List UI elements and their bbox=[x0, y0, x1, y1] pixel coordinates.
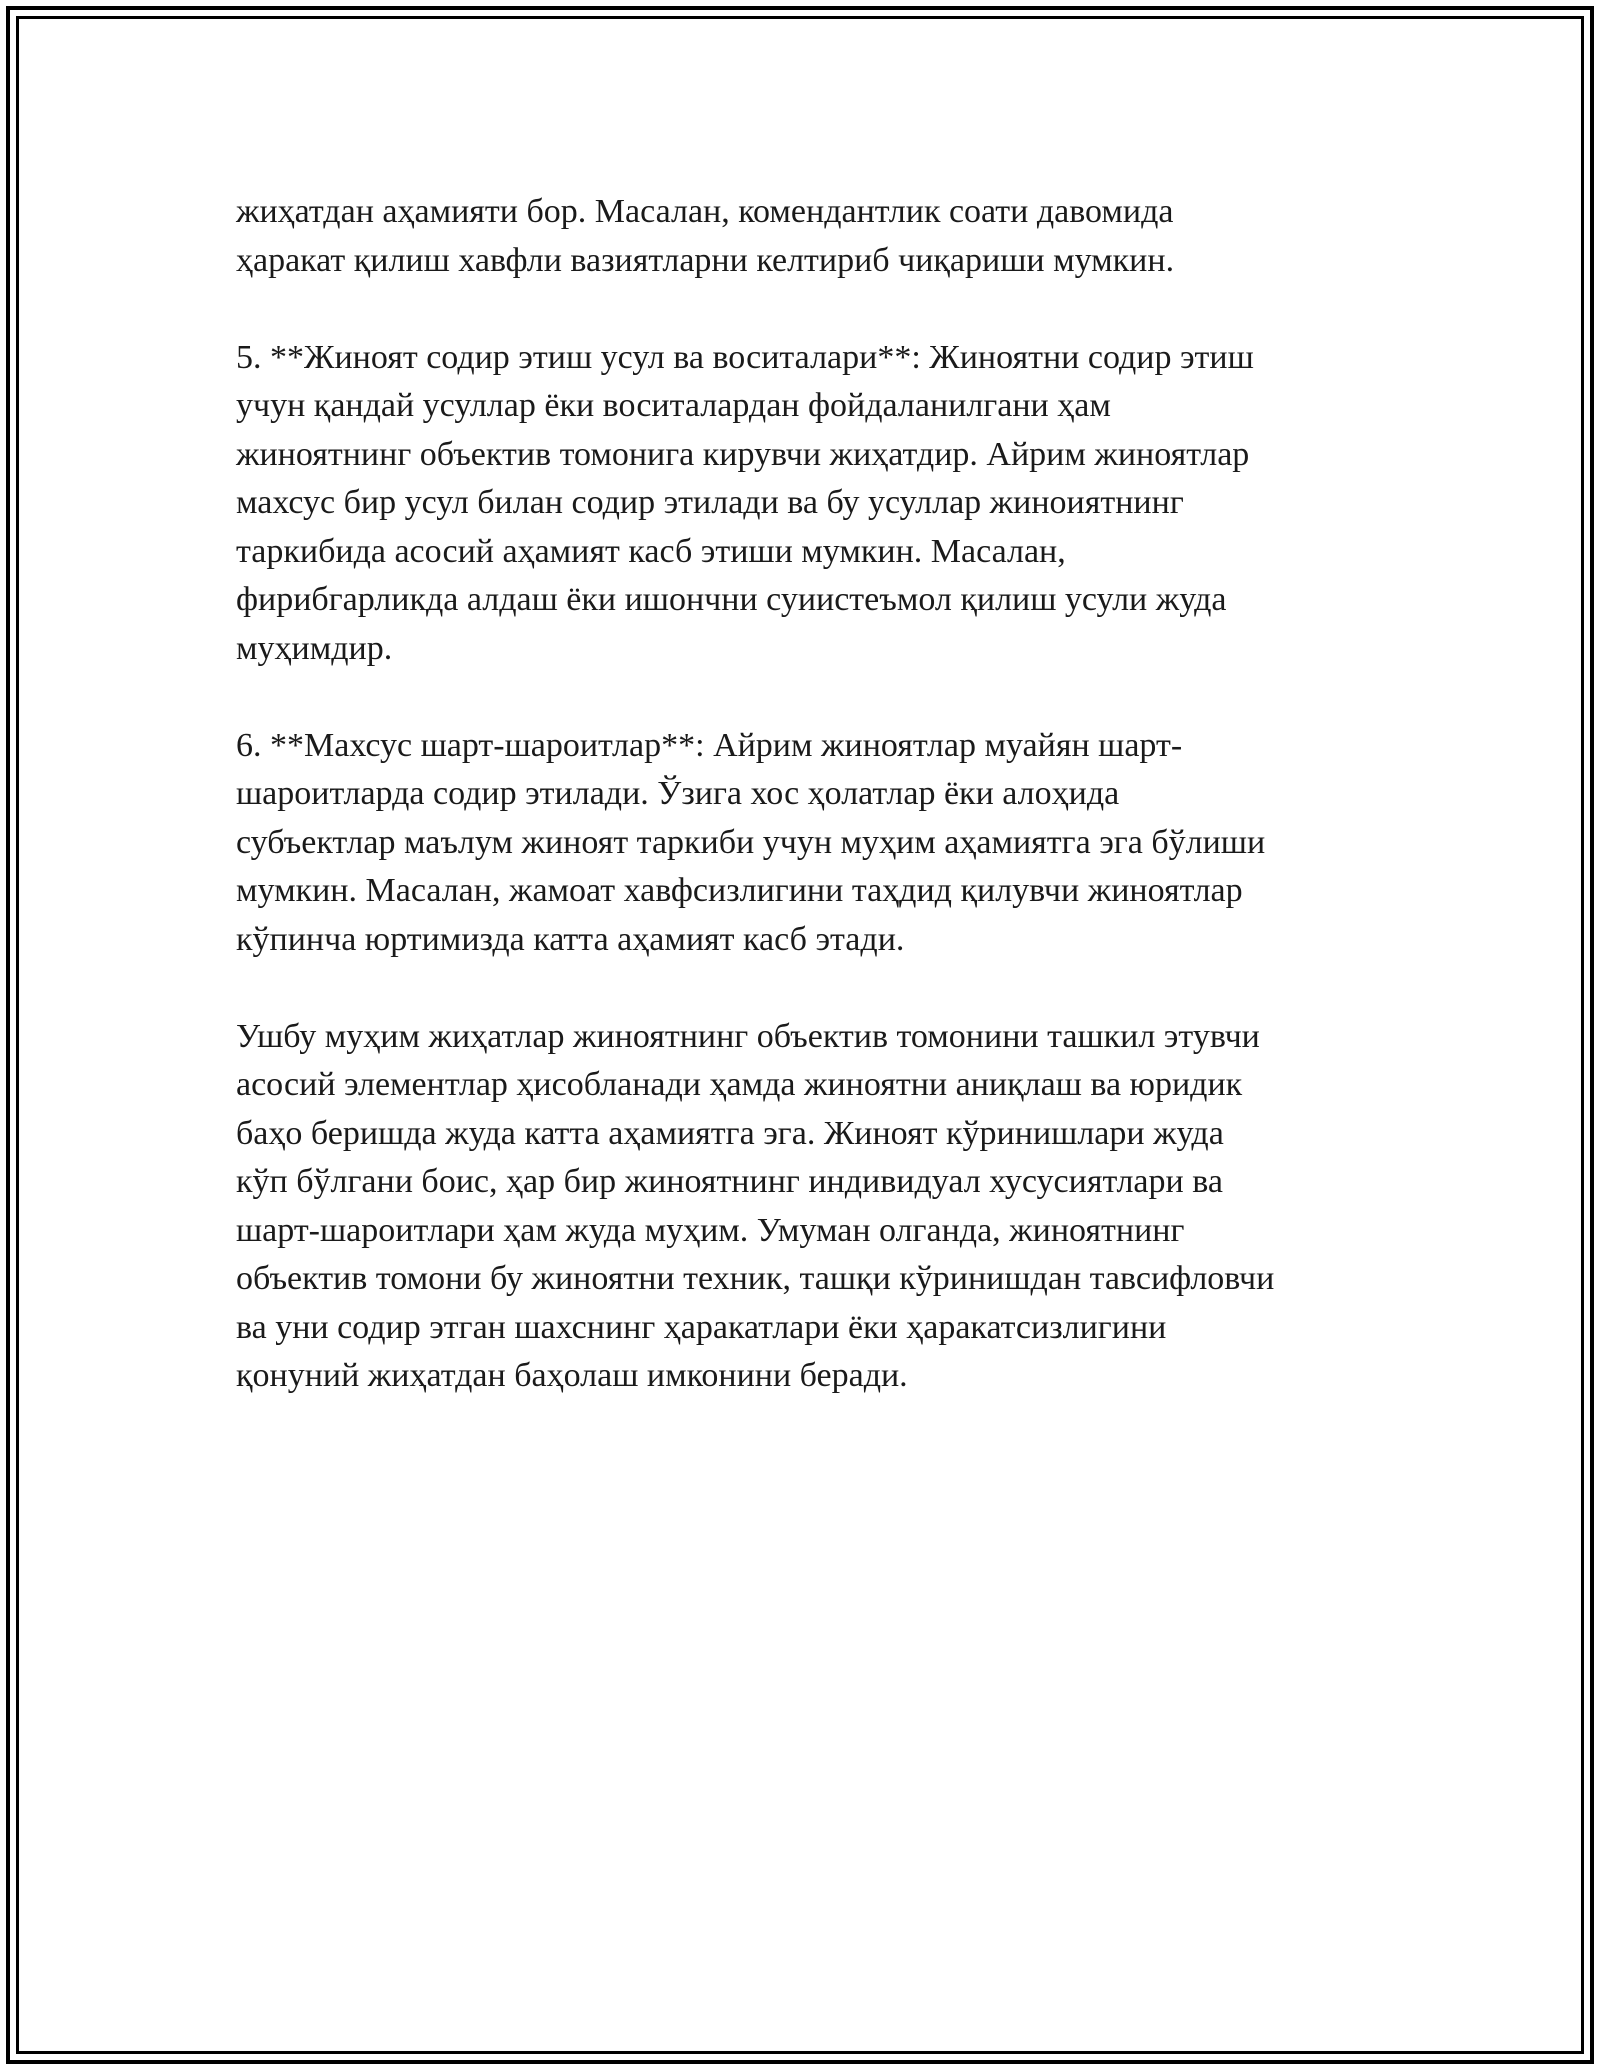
text-line: ҳаракат қилиш хавфли вазиятларни келтириб чиқариши мумкин. bbox=[236, 241, 1175, 279]
paragraph-conclusion bbox=[236, 1013, 1366, 1401]
paragraph-curfew-example bbox=[236, 188, 1366, 285]
text-line: учун қандай усуллар ёки воситалардан фойдаланилгани ҳам bbox=[236, 387, 1111, 424]
text-line: Ушбу муҳим жиҳатлар жиноятнинг объектив томонини ташкил этувчи bbox=[236, 1017, 1260, 1055]
paragraph-item-6-conditions bbox=[236, 722, 1366, 965]
text-line: субъектлар маълум жиноят таркиби учун муҳим аҳамиятга эга бўлиши bbox=[236, 823, 1266, 861]
text-line: 6. **Махсус шарт-шароитлар**: Айрим жиноятлар муайян шарт- bbox=[236, 726, 1183, 764]
text-line: баҳо беришда жуда катта аҳамиятга эга. Жиноят кўринишлари жуда bbox=[236, 1114, 1224, 1152]
text-line: қонуний жиҳатдан баҳолаш имконини беради. bbox=[236, 1357, 908, 1394]
text-line: кўпинча юртимизда катта аҳамият касб этади. bbox=[236, 920, 905, 958]
text-line: 5. **Жиноят содир этиш усул ва воситалари**: Жиноятни содир этиш bbox=[236, 338, 1254, 376]
text-line: таркибида асосий аҳамият касб этиши мумкин. Масалан, bbox=[236, 532, 1066, 570]
text-line: шароитларда содир этилади. Ўзига хос ҳолатлар ёки алоҳида bbox=[236, 775, 1120, 812]
text-line: жиҳатдан аҳамияти бор. Масалан, комендантлик соати давомида bbox=[236, 193, 1174, 230]
text-line: шарт-шароитлари ҳам жуда муҳим. Умуман олганда, жиноятнинг bbox=[236, 1211, 1185, 1249]
text-line: объектив томони бу жиноятни техник, ташқи кўринишдан тавсифловчи bbox=[236, 1260, 1275, 1297]
paragraph-item-5-methods bbox=[236, 334, 1366, 674]
text-line: фирибгарликда алдаш ёки ишончни суиистеъмол қилиш усули жуда bbox=[236, 581, 1227, 618]
document-body bbox=[236, 188, 1366, 1449]
text-line: асосий элементлар ҳисобланади ҳамда жиноятни аниқлаш ва юридик bbox=[236, 1066, 1243, 1103]
text-line: муҳимдир. bbox=[236, 629, 393, 667]
text-line: кўп бўлгани боис, ҳар бир жиноятнинг индивидуал хусусиятлари ва bbox=[236, 1163, 1223, 1200]
text-line: мумкин. Масалан, жамоат хавфсизлигини таҳдид қилувчи жиноятлар bbox=[236, 872, 1243, 909]
text-line: жиноятнинг объектив томонига кирувчи жиҳатдир. Айрим жиноятлар bbox=[236, 435, 1250, 473]
text-line: ва уни содир этган шахснинг ҳаракатлари ёки ҳаракатсизлигини bbox=[236, 1308, 1167, 1346]
text-line: махсус бир усул билан содир этилади ва бу усуллар жиноиятнинг bbox=[236, 484, 1184, 521]
